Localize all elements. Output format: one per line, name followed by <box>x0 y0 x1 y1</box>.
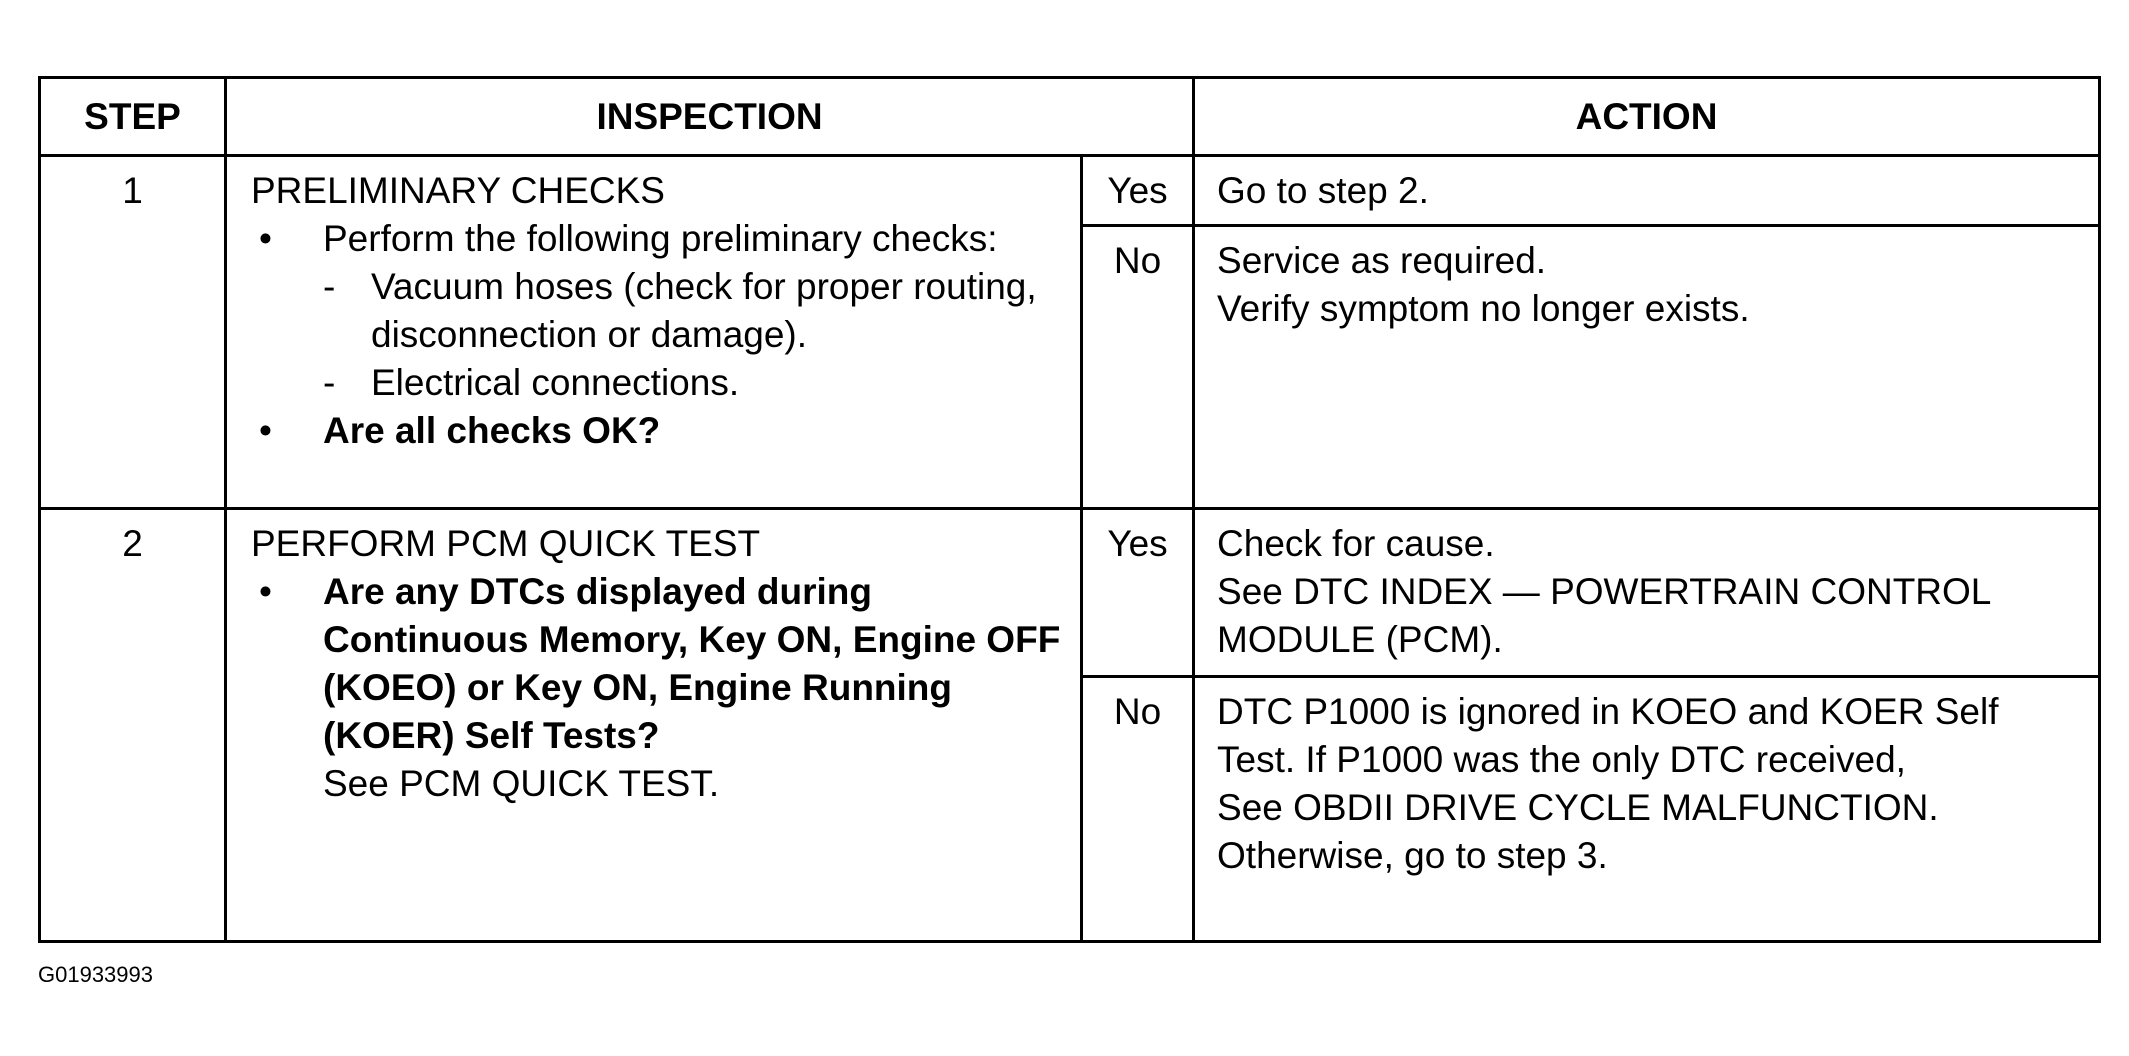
dash-marker: - <box>323 362 336 403</box>
action-line: DTC P1000 is ignored in KOEO and KOER Self Test. If P1000 was the only DTC received, <box>1217 691 2009 780</box>
action-line: See DTC INDEX — POWERTRAIN CONTROL MODULE (PCM). <box>1217 571 2001 660</box>
step-1-number: 1 <box>40 156 226 509</box>
step-2-yes-label: Yes <box>1082 509 1194 677</box>
step-1-bullet-1 <box>251 215 1068 263</box>
step-2-yes-action <box>1194 509 2100 677</box>
step-2-inspection <box>226 509 1082 942</box>
step-1-no-label: No <box>1082 226 1194 509</box>
action-line: Verify symptom no longer exists. <box>1217 288 1750 329</box>
step-1-inspection <box>226 156 1082 509</box>
step-1-yes-action <box>1194 156 2100 226</box>
step-2-bullet-1 <box>251 568 1068 760</box>
step-2-yes-row <box>40 509 2100 677</box>
action-line: Otherwise, go to step 3. <box>1217 835 1608 876</box>
action-line: Check for cause. <box>1217 523 1495 564</box>
step-1-title: PRELIMINARY CHECKS <box>251 170 665 211</box>
bullet-icon <box>251 568 323 616</box>
header-inspection: INSPECTION <box>226 78 1194 156</box>
step-2-no-label: No <box>1082 677 1194 942</box>
step-2-question: Are any DTCs displayed during Continuous Memory, Key ON, Engine OFF (KOEO) or Key ON, Engine Running (KOER) Self Tests? <box>323 571 1061 756</box>
step-1-sub-item-2-text: Electrical connections. <box>371 362 740 403</box>
step-2-note: See PCM QUICK TEST. <box>323 763 720 804</box>
header-row <box>40 78 2100 156</box>
step-2-no-action <box>1194 677 2100 942</box>
step-1-bullet-1-text: Perform the following preliminary checks: <box>323 218 998 259</box>
action-line: Go to step 2. <box>1217 170 1429 211</box>
action-line: Service as required. <box>1217 240 1547 281</box>
step-1-yes-row <box>40 156 2100 226</box>
step-1-sub-item-1-text: Vacuum hoses (check for proper routing, disconnection or damage). <box>371 266 1037 355</box>
diagnostic-table <box>38 76 2101 943</box>
step-1-sub-item-1 <box>251 263 1068 359</box>
step-1-no-action <box>1194 226 2100 509</box>
step-2-title: PERFORM PCM QUICK TEST <box>251 523 761 564</box>
dash-marker: - <box>323 266 336 307</box>
step-2-number: 2 <box>40 509 226 942</box>
step-1-sub-item-2 <box>251 359 1068 407</box>
header-step: STEP <box>40 78 226 156</box>
step-2-note-wrap <box>251 760 1068 808</box>
step-1-bullet-2 <box>251 407 1068 455</box>
bullet-icon <box>251 407 323 455</box>
header-action: ACTION <box>1194 78 2100 156</box>
action-line: See OBDII DRIVE CYCLE MALFUNCTION. <box>1217 787 1939 828</box>
bullet-icon <box>251 215 323 263</box>
step-1-yes-label: Yes <box>1082 156 1194 226</box>
step-1-question: Are all checks OK? <box>323 410 661 451</box>
figure-id: G01933993 <box>38 962 153 987</box>
